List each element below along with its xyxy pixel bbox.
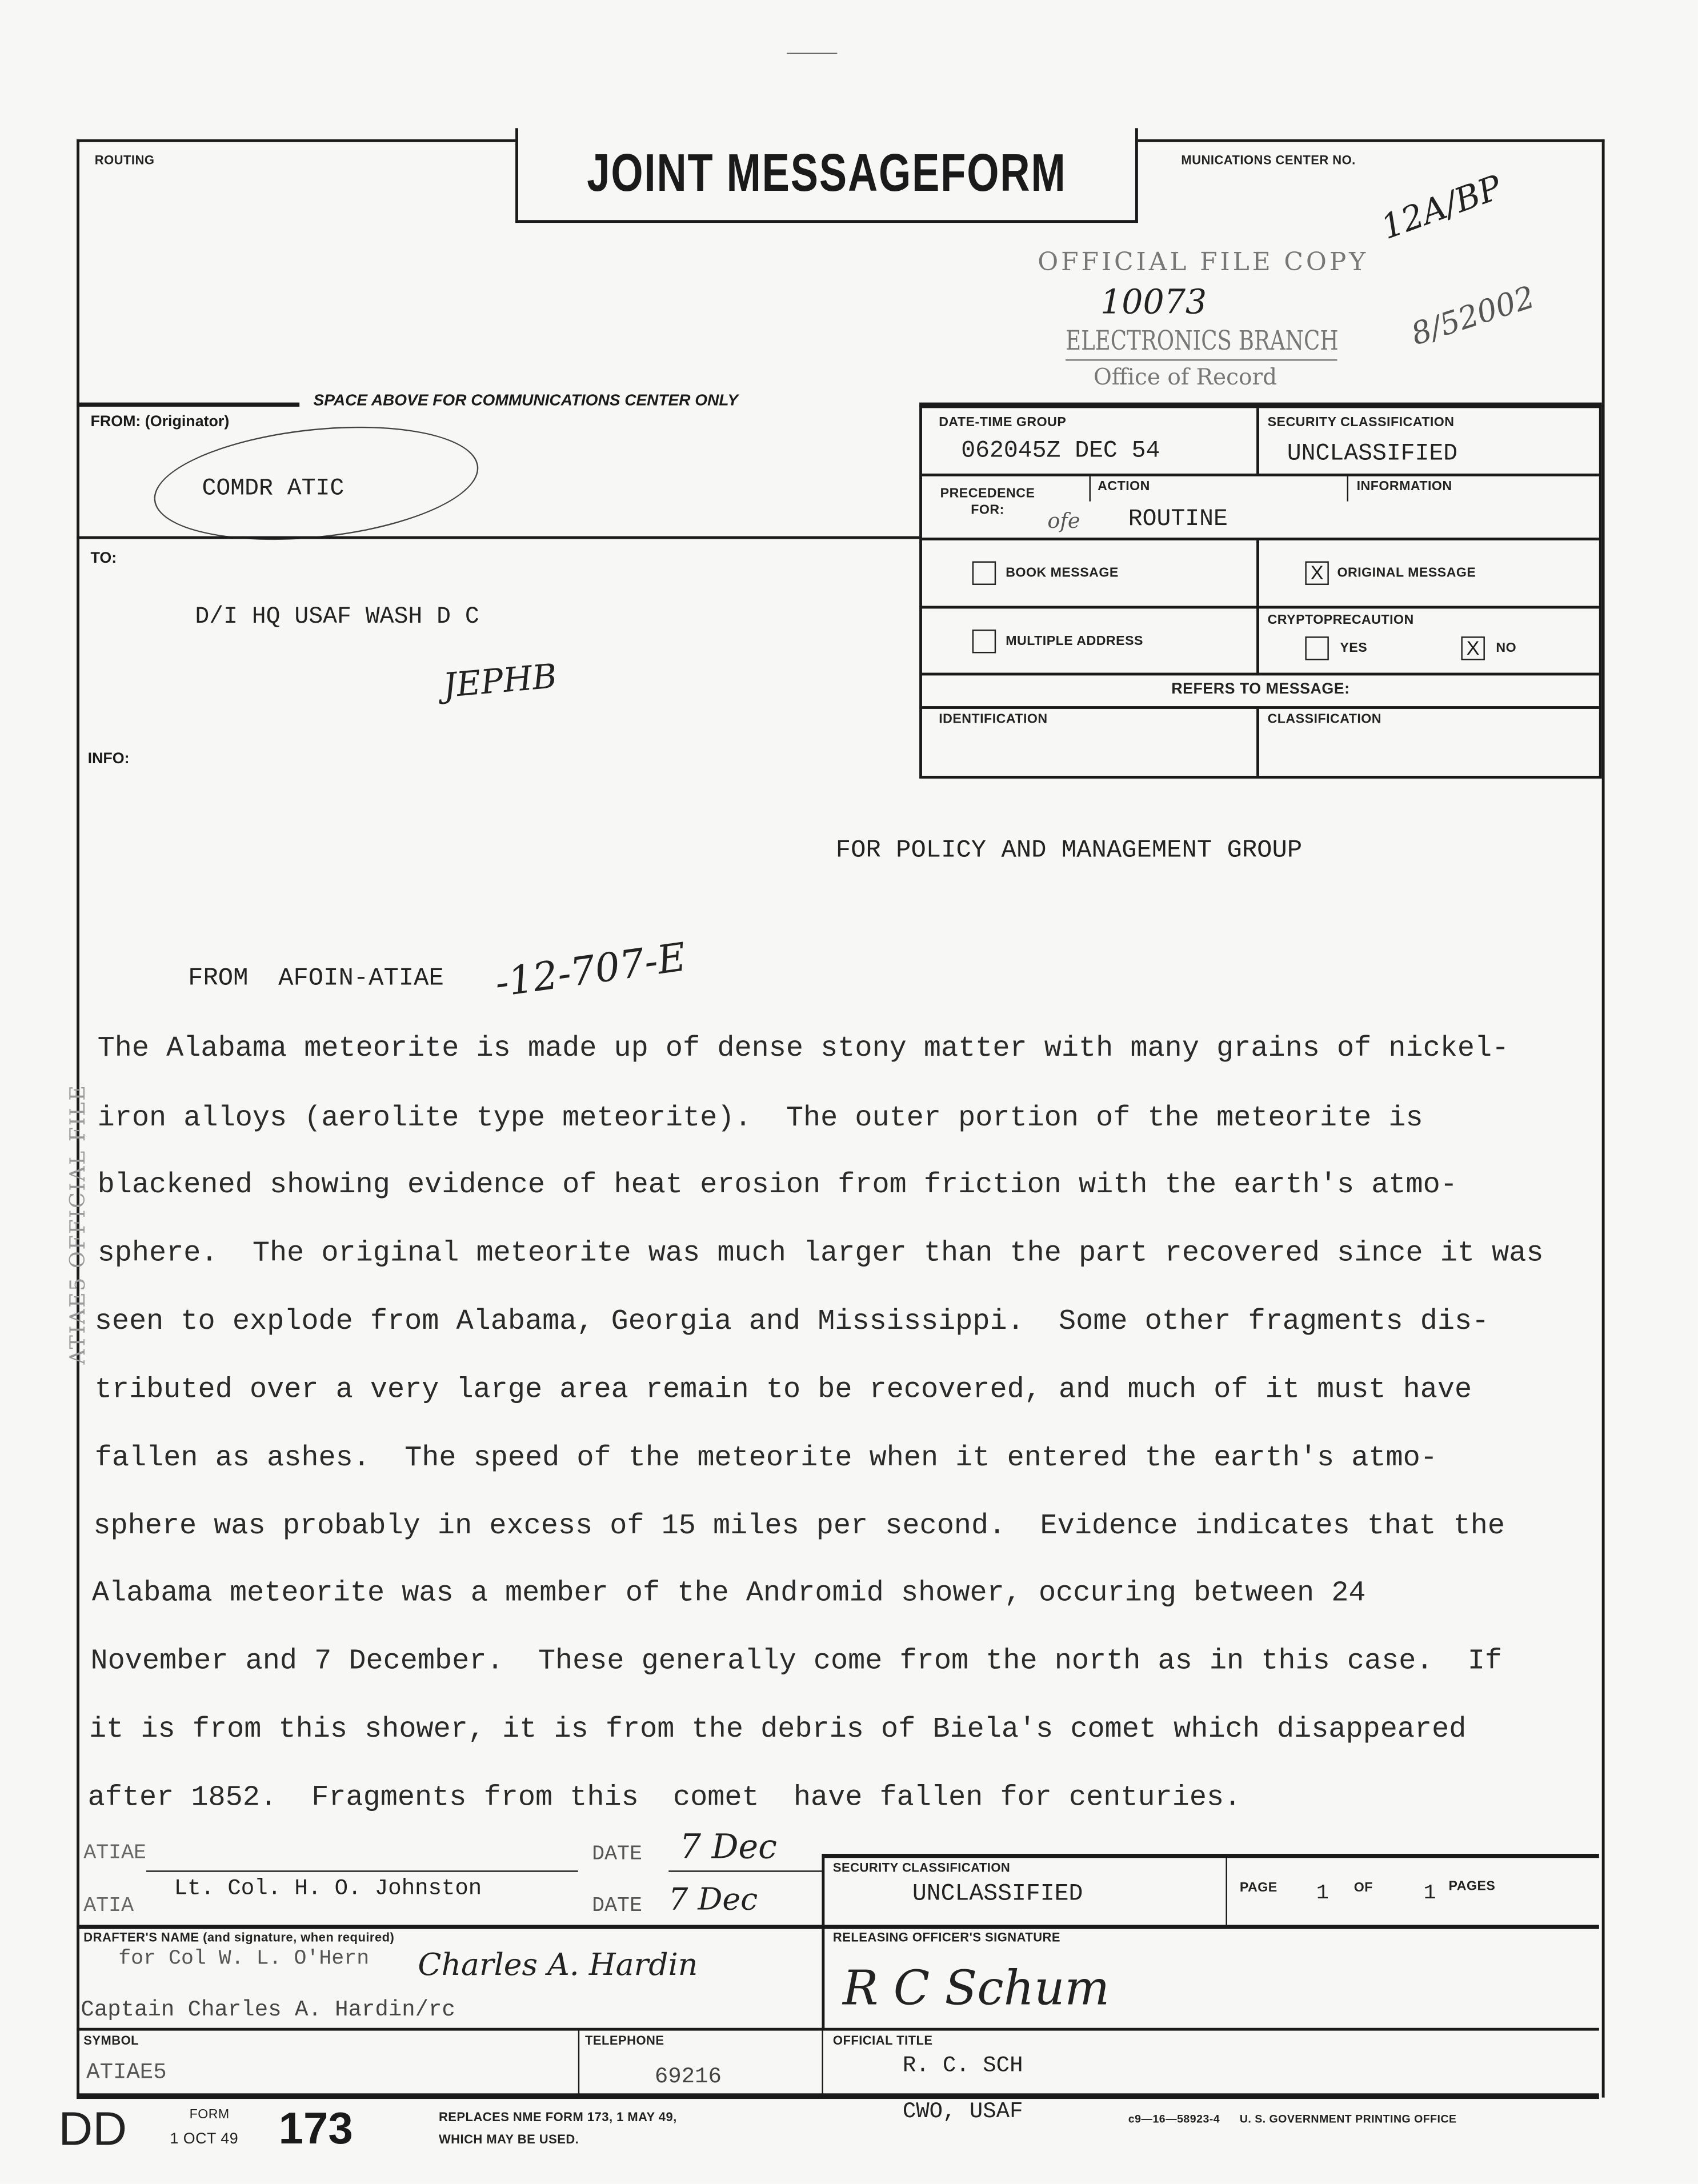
body-line: it is from this shower, it is from the debris of Biela's comet which disappeared xyxy=(89,1714,1467,1747)
bottom-security-label: SECURITY CLASSIFICATION xyxy=(832,1861,1011,1875)
divider xyxy=(77,403,299,407)
top-mark: ——— xyxy=(787,42,838,62)
crypto-yes-checkbox[interactable] xyxy=(1305,636,1328,660)
body-line: The Alabama meteorite is made up of dense stony matter with many grains of nickel- xyxy=(97,1033,1509,1066)
form-date: 1 OCT 49 xyxy=(170,2131,239,2148)
title-box xyxy=(515,128,1138,223)
symbol-label: SYMBOL xyxy=(83,2033,139,2047)
body-line: sphere was probably in excess of 15 miles per second. Evidence indicates that the xyxy=(93,1511,1505,1544)
to-label: TO: xyxy=(90,550,117,567)
group-line: FOR POLICY AND MANAGEMENT GROUP xyxy=(835,837,1303,865)
to-value: D/I HQ USAF WASH D C xyxy=(195,604,479,631)
multiple-address-checkbox[interactable] xyxy=(972,630,996,653)
telephone-value: 69216 xyxy=(654,2064,722,2089)
official-title-rank: CWO, USAF xyxy=(902,2099,1023,2124)
refers-label: REFERS TO MESSAGE: xyxy=(1171,681,1350,698)
original-message-label: ORIGINAL MESSAGE xyxy=(1337,565,1476,581)
precedence-initials: ofe xyxy=(1047,508,1080,534)
coordinator-name: Lt. Col. H. O. Johnston xyxy=(174,1876,482,1901)
comm-center-label: MUNICATIONS CENTER NO. xyxy=(1181,153,1356,167)
form-dd: DD xyxy=(58,2103,127,2157)
body-line: iron alloys (aerolite type meteorite). The outer portion of the meteorite is xyxy=(97,1103,1423,1135)
from-office-line: FROM AFOIN-ATIAE xyxy=(188,965,444,993)
releasing-signature: R C Schum xyxy=(842,1961,1110,2017)
action-label: ACTION xyxy=(1098,479,1150,495)
dtg-label: DATE-TIME GROUP xyxy=(939,415,1067,431)
original-message-checkbox[interactable]: X xyxy=(1305,562,1328,585)
divider xyxy=(77,536,919,539)
date-value: 7 Dec xyxy=(679,1827,777,1866)
routing-label: ROUTING xyxy=(94,153,155,167)
precedence-label: PRECEDENCE FOR: xyxy=(940,486,1035,518)
body-line: fallen as ashes. The speed of the meteorite when it entered the earth's atmo- xyxy=(94,1442,1437,1475)
body-line: Alabama meteorite was a member of the Andromid shower, occuring between 24 xyxy=(91,1578,1366,1610)
crypto-no-label: NO xyxy=(1496,640,1517,656)
stamp-divider xyxy=(1066,359,1337,360)
bottom-security-value: UNCLASSIFIED xyxy=(912,1881,1083,1909)
symbol-value: ATIAE5 xyxy=(86,2059,167,2085)
replaces-note: REPLACES NME FORM 173, 1 MAY 49, xyxy=(438,2110,677,2124)
stamp-official-file-copy: OFFICIAL FILE COPY xyxy=(1038,247,1368,278)
date-value: 7 Dec xyxy=(668,1883,758,1918)
pages-label: PAGES xyxy=(1448,1878,1496,1894)
action-value: ROUTINE xyxy=(1128,507,1228,534)
replaces-note-2: WHICH MAY BE USED. xyxy=(438,2132,579,2146)
page-label: PAGE xyxy=(1239,1880,1277,1896)
security-value: UNCLASSIFIED xyxy=(1287,441,1458,468)
form-word: FORM xyxy=(189,2107,230,2123)
drafter-for: for Col W. L. O'Hern xyxy=(118,1947,370,1971)
page-number: 1 xyxy=(1316,1881,1329,1906)
print-code: c9—16—58923-4 xyxy=(1128,2113,1220,2126)
info-label: INFO: xyxy=(87,751,130,768)
drafter-name: Captain Charles A. Hardin/rc xyxy=(81,1997,455,2022)
stamp-office: Office of Record xyxy=(1093,363,1277,390)
form-number: 173 xyxy=(278,2103,353,2154)
handwritten-initials: JEPHB xyxy=(441,656,559,706)
page-total: 1 xyxy=(1423,1881,1436,1906)
date-label: DATE xyxy=(592,1842,642,1866)
identification-label: IDENTIFICATION xyxy=(939,711,1048,727)
from-label: FROM: (Originator) xyxy=(90,414,230,431)
margin-file-stamp: ATIAE5 OFFICIAL FILE xyxy=(65,1084,90,1365)
handwritten-note: 8/52002 xyxy=(1407,280,1540,354)
handwritten-note: 12A/BP xyxy=(1376,167,1507,247)
releasing-label: RELEASING OFFICER'S SIGNATURE xyxy=(832,1930,1061,1945)
atiae-label: ATIAE xyxy=(83,1841,147,1865)
handwritten-reference: -12-707-E xyxy=(492,933,689,1007)
body-line: seen to explode from Alabama, Georgia and Mississippi. Some other fragments dis- xyxy=(94,1306,1489,1339)
book-message-label: BOOK MESSAGE xyxy=(1006,565,1119,581)
stamp-number: 10073 xyxy=(1100,282,1207,322)
atia-label: ATIA xyxy=(83,1894,134,1918)
from-value: COMDR ATIC xyxy=(202,476,345,503)
official-title-label: OFFICIAL TITLE xyxy=(832,2033,933,2047)
telephone-label: TELEPHONE xyxy=(584,2033,664,2047)
crypto-no-checkbox[interactable]: X xyxy=(1461,636,1484,660)
dtg-value: 062045Z DEC 54 xyxy=(961,438,1160,466)
message-details-box xyxy=(919,405,1602,778)
space-above-note: SPACE ABOVE FOR COMMUNICATIONS CENTER ONLY xyxy=(313,392,739,410)
cryptoprecaution-label: CRYPTOPRECAUTION xyxy=(1267,612,1414,628)
drafter-signature: Charles A. Hardin xyxy=(418,1948,698,1983)
official-title-name: R. C. SCH xyxy=(902,2053,1023,2078)
book-message-checkbox[interactable] xyxy=(972,562,996,585)
body-line: blackened showing evidence of heat erosion from friction with the earth's atmo- xyxy=(97,1169,1457,1202)
date-label: DATE xyxy=(592,1894,642,1918)
information-label: INFORMATION xyxy=(1356,479,1452,495)
form-title: JOINT MESSAGEFORM xyxy=(587,145,1067,203)
security-label: SECURITY CLASSIFICATION xyxy=(1267,415,1455,431)
stamp-branch: ELECTRONICS BRANCH xyxy=(1066,326,1339,357)
body-line: tributed over a very large area remain to be recovered, and much of it must have xyxy=(94,1374,1472,1407)
of-label: OF xyxy=(1353,1880,1373,1896)
body-line: after 1852. Fragments from this comet have fallen for centuries. xyxy=(87,1782,1242,1815)
body-line: sphere. The original meteorite was much larger than the part recovered since it was xyxy=(97,1238,1544,1271)
drafter-label: DRAFTER'S NAME (and signature, when required) xyxy=(83,1930,395,1945)
classification-label: CLASSIFICATION xyxy=(1267,711,1382,727)
multiple-address-label: MULTIPLE ADDRESS xyxy=(1006,634,1143,650)
crypto-yes-label: YES xyxy=(1340,640,1368,656)
body-line: November and 7 December. These generally come from the north as in this case. If xyxy=(90,1646,1503,1678)
printing-office: U. S. GOVERNMENT PRINTING OFFICE xyxy=(1239,2113,1457,2126)
